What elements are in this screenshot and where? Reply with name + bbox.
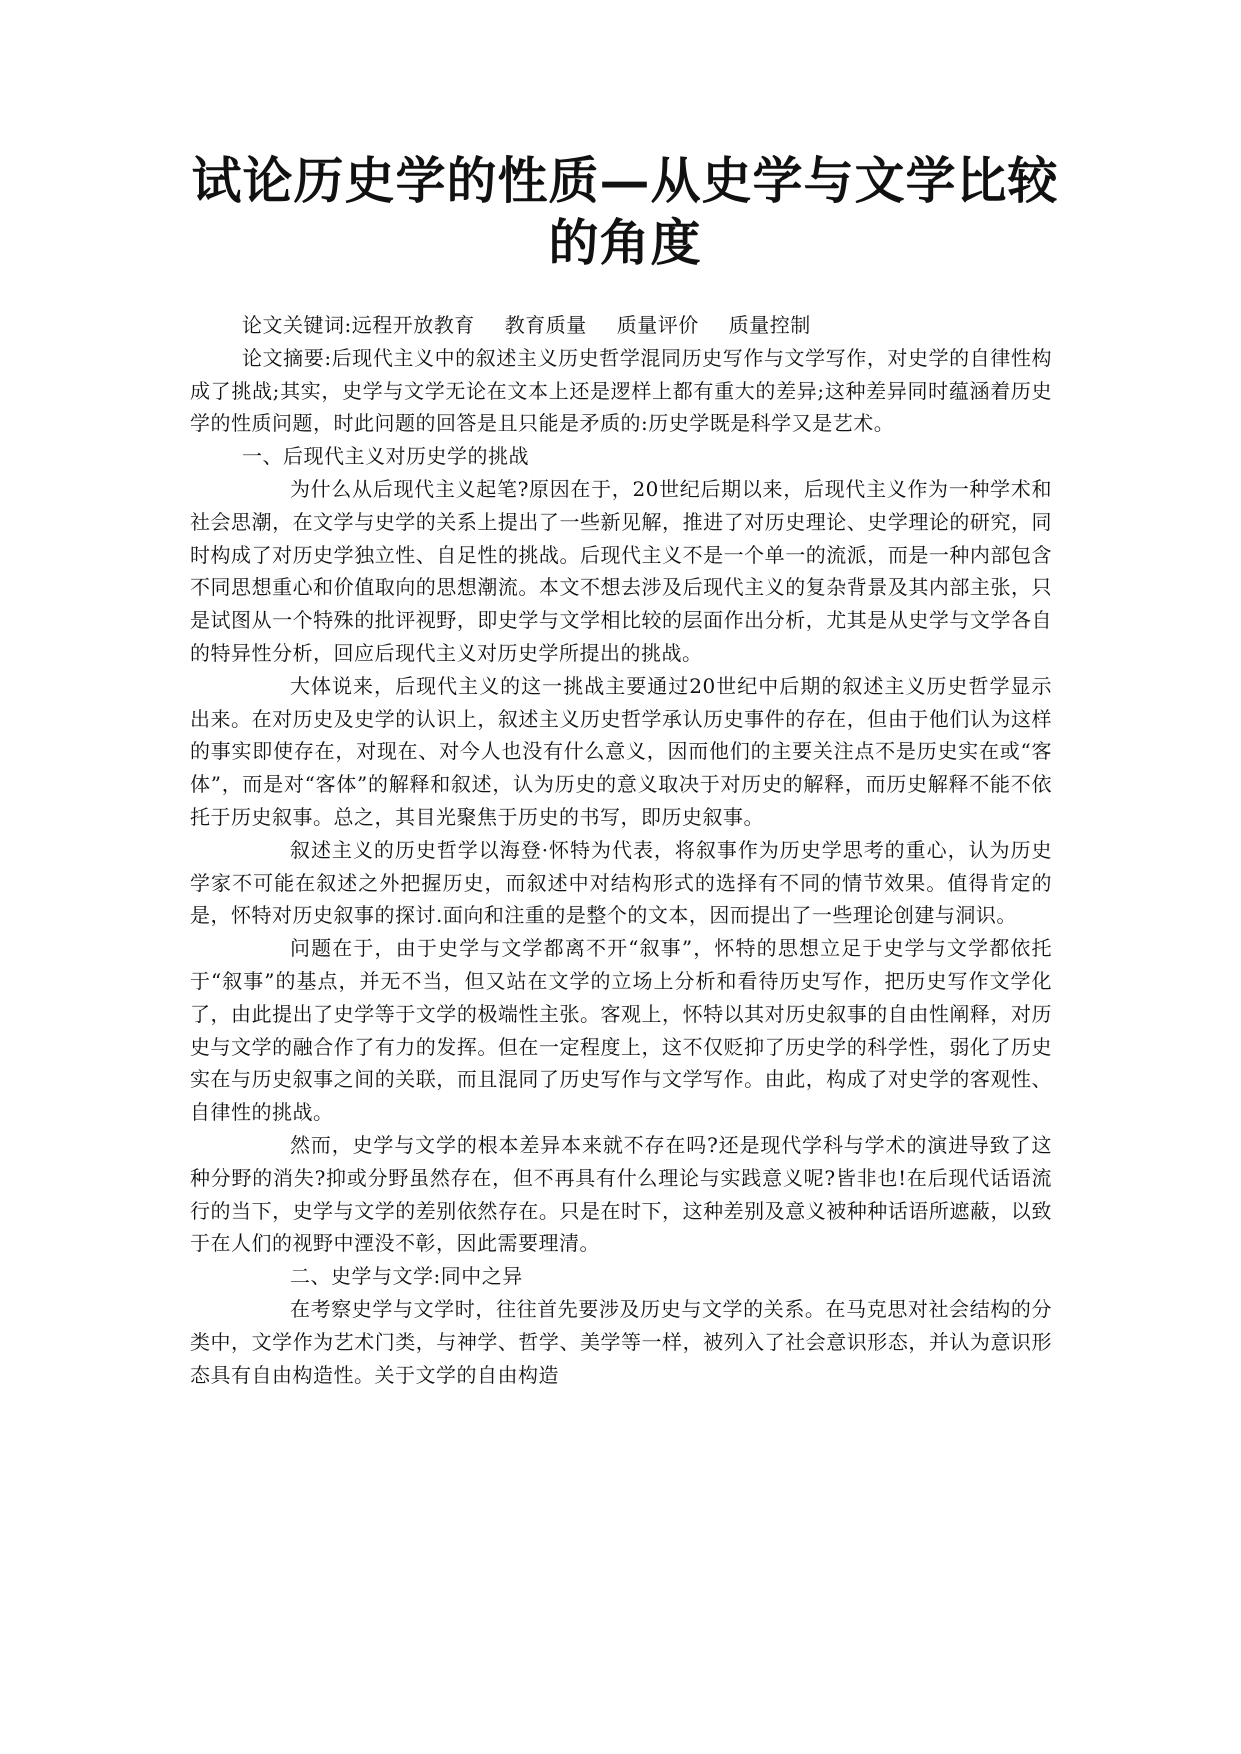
body-paragraph: 然而，史学与文学的根本差异本来就不存在吗?还是现代学科与学术的演进导致了这种分野的消失?抑或分野虽然存在，但不再具有什么理论与实践意义呢?皆非也!在后现代话语流行的当下，史学与文学的差别依然存在。只是在时下，这种差别及意义被种种话语所遮蔽，以致于在人们的视野中湮没不彰，因此需要理清。	[190, 1132, 1052, 1256]
section-heading: 二、史学与文学:同中之异	[290, 1264, 523, 1289]
keyword-item: 质量评价	[616, 313, 699, 337]
body-paragraph: 问题在于，由于史学与文学都离不开“叙事”，怀特的思想立足于史学与文学都依托于“叙事”的基点，并无不当，但又站在文学的立场上分析和看待历史写作，把历史写作文学化了，由此提出了史学等于文学的极端性主张。客观上，怀特以其对历史叙事的自由性阐释，对历史与文学的融合作了有力的发挥。但在一定程度上，这不仅贬抑了历史学的科学性，弱化了历史实在与历史叙事之间的关联，而且混同了历史写作与文学写作。由此，构成了对史学的客观性、自律性的挑战。	[190, 936, 1052, 1125]
abstract-paragraph: 论文摘要:后现代主义中的叙述主义历史哲学混同历史写作与文学写作，对史学的自律性构成了挑战;其实，史学与文学无论在文本上还是逻样上都有重大的差异;这种差异同时蕴涵着历史学的性质问题，时此问题的回答是且只能是矛质的:历史学既是科学又是艺术。	[190, 345, 1052, 436]
body-paragraph: 大体说来，后现代主义的这一挑战主要通过20世纪中后期的叙述主义历史哲学显示出来。在对历史及史学的认识上，叙述主义历史哲学承认历史事件的存在，但由于他们认为这样的事实即使存在，对现在、对今人也没有什么意义，因而他们的主要关注点不是历史实在或“客体”，而是对“客体”的解释和叙述，认为历史的意义取决于对历史的解释，而历史解释不能不依托于历史叙事。总之，其目光聚焦于历史的书写，即历史叙事。	[190, 673, 1052, 829]
document-body	[190, 309, 1052, 1391]
keyword-item: 质量控制	[728, 313, 811, 337]
body-paragraph: 为什么从后现代主义起笔?原因在于，20世纪后期以来，后现代主义作为一种学术和社会思潮，在文学与史学的关系上提出了一些新见解，推进了对历史理论、史学理论的研究，同时构成了对历史学独立性、自足性的挑战。后现代主义不是一个单一的流派，而是一种内部包含不同思想重心和价值取向的思想潮流。本文不想去涉及后现代主义的复杂背景及其内部主张，只是试图从一个特殊的批评视野，即史学与文学相比较的层面作出分析，尤其是从史学与文学各自的特异性分析，回应后现代主义对历史学所提出的挑战。	[190, 476, 1052, 665]
keywords-line	[190, 309, 1052, 342]
document-title: 试论历史学的性质—从史学与文学比较的角度	[191, 151, 1059, 272]
section-heading: 一、后现代主义对历史学的挑战	[242, 444, 529, 469]
keyword-item: 教育质量	[504, 313, 587, 337]
keywords-label: 论文关键词:	[242, 313, 352, 337]
body-paragraph: 叙述主义的历史哲学以海登·怀特为代表，将叙事作为历史学思考的重心，认为历史学家不可能在叙述之外把握历史，而叙述中对结构形式的选择有不同的情节效果。值得肯定的是，怀特对历史叙事的探讨.面向和注重的是整个的文本，因而提出了一些理论创建与洞识。	[190, 837, 1052, 928]
keyword-item: 远程开放教育	[351, 313, 475, 337]
body-paragraph: 在考察史学与文学时，往往首先要涉及历史与文学的关系。在马克思对社会结构的分类中，文学作为艺术门类，与神学、哲学、美学等一样，被列入了社会意识形态，并认为意识形态具有自由构造性。关于文学的自由构造	[190, 1296, 1052, 1387]
